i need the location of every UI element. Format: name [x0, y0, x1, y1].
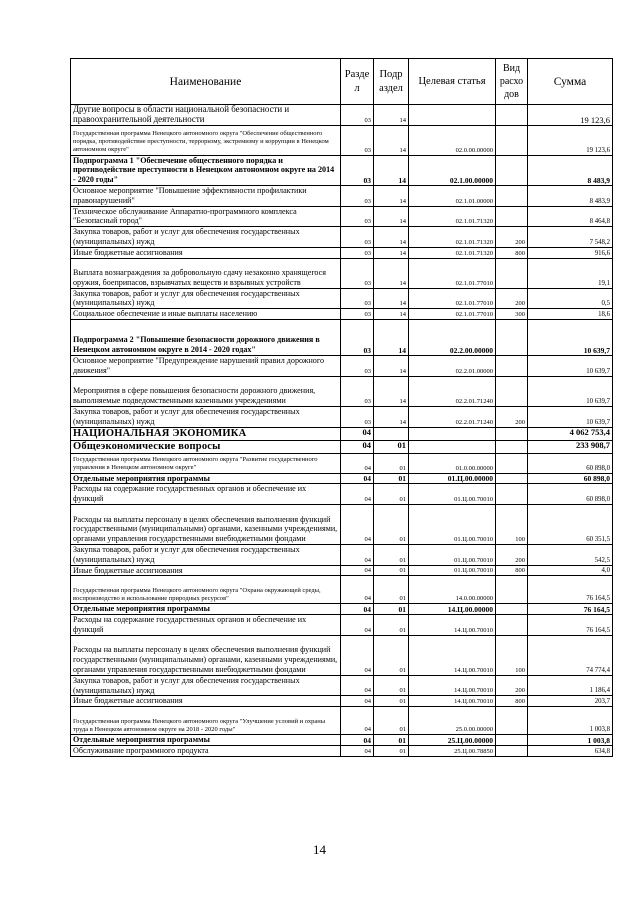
row-summa-cell: 916,6: [528, 247, 613, 258]
row-podrazdel-cell: 14: [374, 105, 409, 126]
row-name-cell: Общеэкономические вопросы: [71, 440, 341, 453]
row-razdel-cell: 04: [341, 427, 374, 440]
row-podrazdel-cell: 14: [374, 206, 409, 227]
row-vid-raskhodov-cell: 800: [496, 565, 528, 576]
row-celevaya-statya-cell: 25.Ц.00.00000: [409, 735, 496, 746]
table-row: [71, 675, 613, 696]
row-celevaya-statya-cell: 02.1.01.71320: [409, 227, 496, 248]
row-podrazdel-cell: 14: [374, 406, 409, 427]
row-celevaya-statya-cell: 01.Ц.00.70010: [409, 484, 496, 505]
table-row: [71, 604, 613, 615]
row-name-cell: Расходы на содержание государственных органов и обеспечение их функций: [71, 484, 341, 505]
row-celevaya-statya-cell: 02.1.01.77010: [409, 258, 496, 288]
row-podrazdel-cell: 01: [374, 745, 409, 756]
row-razdel-cell: 03: [341, 309, 374, 320]
row-name-cell: Государственная программа Ненецкого автономного округа "Развитие государственного управления в Ненецком автономном округе": [71, 453, 341, 473]
row-vid-raskhodov-cell: [496, 355, 528, 376]
row-vid-raskhodov-cell: [496, 125, 528, 155]
row-vid-raskhodov-cell: [496, 155, 528, 185]
row-podrazdel-cell: 01: [374, 735, 409, 746]
table-row: [71, 453, 613, 473]
row-razdel-cell: 04: [341, 484, 374, 505]
row-razdel-cell: 04: [341, 576, 374, 604]
row-razdel-cell: 03: [341, 355, 374, 376]
table-row: [71, 440, 613, 453]
table-row: [71, 615, 613, 636]
row-celevaya-statya-cell: 14.Ц.00.70010: [409, 696, 496, 707]
row-vid-raskhodov-cell: 100: [496, 635, 528, 675]
row-vid-raskhodov-cell: [496, 453, 528, 473]
row-summa-cell: 10 639,7: [528, 406, 613, 427]
row-podrazdel-cell: 14: [374, 125, 409, 155]
row-name-cell: Основное мероприятие "Предупреждение нарушений правил дорожного движения": [71, 355, 341, 376]
row-razdel-cell: 03: [341, 288, 374, 309]
row-summa-cell: 8 464,8: [528, 206, 613, 227]
row-vid-raskhodov-cell: [496, 604, 528, 615]
header-razdel: Разде л: [341, 59, 374, 105]
row-name-cell: Обслуживание программного продукта: [71, 745, 341, 756]
row-razdel-cell: 04: [341, 544, 374, 565]
row-razdel-cell: 04: [341, 565, 374, 576]
row-name-cell: Государственная программа Ненецкого автономного округа "Охрана окружающей среды, воспроизводство и использование природных ресурсов": [71, 576, 341, 604]
row-celevaya-statya-cell: 25.Ц.00.78850: [409, 745, 496, 756]
page-number: 14: [313, 842, 326, 857]
row-podrazdel-cell: [374, 427, 409, 440]
table-row: [71, 735, 613, 746]
row-summa-cell: 4,0: [528, 565, 613, 576]
row-summa-cell: 0,5: [528, 288, 613, 309]
table-row: [71, 155, 613, 185]
row-celevaya-statya-cell: 25.0.00.00000: [409, 707, 496, 735]
table-row: [71, 484, 613, 505]
row-razdel-cell: 03: [341, 247, 374, 258]
row-celevaya-statya-cell: 14.Ц.00.70010: [409, 635, 496, 675]
row-summa-cell: 8 483,9: [528, 155, 613, 185]
row-razdel-cell: 04: [341, 604, 374, 615]
table-row: [71, 185, 613, 206]
table-row: [71, 355, 613, 376]
table-row: [71, 745, 613, 756]
table-row: [71, 696, 613, 707]
row-vid-raskhodov-cell: [496, 615, 528, 636]
row-podrazdel-cell: 14: [374, 376, 409, 406]
header-summa: Сумма: [528, 59, 613, 105]
table-row: [71, 309, 613, 320]
row-celevaya-statya-cell: 14.Ц.00.70010: [409, 675, 496, 696]
table-row: [71, 206, 613, 227]
row-podrazdel-cell: 01: [374, 604, 409, 615]
row-name-cell: Иные бюджетные ассигнования: [71, 696, 341, 707]
row-podrazdel-cell: 01: [374, 675, 409, 696]
row-vid-raskhodov-cell: 100: [496, 504, 528, 544]
row-celevaya-statya-cell: [409, 440, 496, 453]
row-name-cell: НАЦИОНАЛЬНАЯ ЭКОНОМИКА: [71, 427, 341, 440]
row-podrazdel-cell: 14: [374, 155, 409, 185]
row-vid-raskhodov-cell: 200: [496, 288, 528, 309]
row-podrazdel-cell: 14: [374, 227, 409, 248]
row-name-cell: Иные бюджетные ассигнования: [71, 565, 341, 576]
row-name-cell: Техническое обслуживание Аппаратно-программного комплекса "Безопасный город": [71, 206, 341, 227]
table-row: [71, 427, 613, 440]
row-vid-raskhodov-cell: [496, 745, 528, 756]
row-summa-cell: 76 164,5: [528, 576, 613, 604]
row-celevaya-statya-cell: 02.2.01.00000: [409, 355, 496, 376]
table-row: [71, 635, 613, 675]
row-celevaya-statya-cell: 02.2.00.00000: [409, 319, 496, 355]
row-razdel-cell: 03: [341, 406, 374, 427]
row-vid-raskhodov-cell: 200: [496, 227, 528, 248]
row-summa-cell: 76 164,5: [528, 615, 613, 636]
row-celevaya-statya-cell: 01.Ц.00.00000: [409, 473, 496, 484]
row-name-cell: Мероприятия в сфере повышения безопасности дорожного движения, выполняемые подведомственными казенными учреждениями: [71, 376, 341, 406]
row-razdel-cell: 04: [341, 707, 374, 735]
row-vid-raskhodov-cell: [496, 427, 528, 440]
row-podrazdel-cell: 14: [374, 247, 409, 258]
row-name-cell: Отдельные мероприятия программы: [71, 473, 341, 484]
row-celevaya-statya-cell: 14.0.00.00000: [409, 576, 496, 604]
row-razdel-cell: 04: [341, 735, 374, 746]
row-name-cell: Закупка товаров, работ и услуг для обеспечения государственных (муниципальных) нужд: [71, 227, 341, 248]
row-celevaya-statya-cell: [409, 105, 496, 126]
row-name-cell: Закупка товаров, работ и услуг для обеспечения государственных (муниципальных) нужд: [71, 288, 341, 309]
row-name-cell: Расходы на содержание государственных органов и обеспечение их функций: [71, 615, 341, 636]
table-row: [71, 319, 613, 355]
row-celevaya-statya-cell: 01.Ц.00.70010: [409, 504, 496, 544]
row-podrazdel-cell: 01: [374, 635, 409, 675]
row-name-cell: Отдельные мероприятия программы: [71, 604, 341, 615]
row-name-cell: Закупка товаров, работ и услуг для обеспечения государственных (муниципальных) нужд: [71, 406, 341, 427]
row-razdel-cell: 04: [341, 675, 374, 696]
row-name-cell: Другие вопросы в области национальной безопасности и правоохранительной деятельности: [71, 105, 341, 126]
row-name-cell: Государственная программа Ненецкого автономного округа "Обеспечение общественного порядка, противодействие преступности, терроризму, экстремизму и коррупции в Ненецком автономном округе": [71, 125, 341, 155]
row-podrazdel-cell: 01: [374, 440, 409, 453]
table-row: [71, 473, 613, 484]
row-celevaya-statya-cell: 02.2.01.71240: [409, 406, 496, 427]
row-summa-cell: 1 003,8: [528, 707, 613, 735]
table-row: [71, 227, 613, 248]
row-vid-raskhodov-cell: [496, 440, 528, 453]
table-body: [71, 105, 613, 757]
row-podrazdel-cell: 01: [374, 453, 409, 473]
table-row: [71, 544, 613, 565]
row-razdel-cell: 04: [341, 453, 374, 473]
row-summa-cell: 10 639,7: [528, 319, 613, 355]
row-podrazdel-cell: 14: [374, 309, 409, 320]
row-summa-cell: 60 898,0: [528, 453, 613, 473]
row-vid-raskhodov-cell: [496, 735, 528, 746]
row-podrazdel-cell: 14: [374, 258, 409, 288]
table-row: [71, 707, 613, 735]
row-razdel-cell: 04: [341, 696, 374, 707]
header-celevaya-statya: Целевая статья: [409, 59, 496, 105]
row-vid-raskhodov-cell: [496, 258, 528, 288]
row-podrazdel-cell: 01: [374, 565, 409, 576]
table-row: [71, 258, 613, 288]
row-podrazdel-cell: 01: [374, 484, 409, 505]
row-celevaya-statya-cell: 01.Ц.00.70010: [409, 544, 496, 565]
row-summa-cell: 10 639,7: [528, 376, 613, 406]
row-summa-cell: 7 548,2: [528, 227, 613, 248]
row-podrazdel-cell: 01: [374, 504, 409, 544]
row-razdel-cell: 04: [341, 635, 374, 675]
row-vid-raskhodov-cell: [496, 473, 528, 484]
row-celevaya-statya-cell: 02.1.01.77010: [409, 288, 496, 309]
row-summa-cell: 19 123,6: [528, 125, 613, 155]
row-podrazdel-cell: 14: [374, 185, 409, 206]
row-podrazdel-cell: 01: [374, 544, 409, 565]
table-row: [71, 125, 613, 155]
row-celevaya-statya-cell: 14.Ц.00.00000: [409, 604, 496, 615]
table-row: [71, 406, 613, 427]
row-name-cell: Расходы на выплаты персоналу в целях обеспечения выполнения функций государственными (муниципальными) органами, казенными учреждениями, органами управления государственными внебюджетными фондами: [71, 504, 341, 544]
row-vid-raskhodov-cell: [496, 105, 528, 126]
row-razdel-cell: 03: [341, 206, 374, 227]
row-celevaya-statya-cell: 02.1.00.00000: [409, 155, 496, 185]
table-row: [71, 247, 613, 258]
header-vid-raskhodov: Вид расхо дов: [496, 59, 528, 105]
row-summa-cell: 10 639,7: [528, 355, 613, 376]
row-vid-raskhodov-cell: [496, 707, 528, 735]
row-summa-cell: 203,7: [528, 696, 613, 707]
row-celevaya-statya-cell: 01.Ц.00.70010: [409, 565, 496, 576]
table-row: [71, 565, 613, 576]
row-vid-raskhodov-cell: 800: [496, 696, 528, 707]
row-name-cell: Основное мероприятие "Повышение эффективности профилактики правонарушений": [71, 185, 341, 206]
row-vid-raskhodov-cell: [496, 319, 528, 355]
row-name-cell: Закупка товаров, работ и услуг для обеспечения государственных (муниципальных) нужд: [71, 544, 341, 565]
row-razdel-cell: 03: [341, 155, 374, 185]
table-row: [71, 376, 613, 406]
row-name-cell: Социальное обеспечение и иные выплаты населению: [71, 309, 341, 320]
budget-table: [70, 58, 613, 757]
table-row: [71, 288, 613, 309]
row-razdel-cell: 03: [341, 185, 374, 206]
header-name: Наименование: [71, 59, 341, 105]
row-podrazdel-cell: 14: [374, 288, 409, 309]
row-vid-raskhodov-cell: [496, 484, 528, 505]
row-summa-cell: 1 186,4: [528, 675, 613, 696]
row-name-cell: Подпрограмма 1 "Обеспечение общественного порядка и противодействие преступности в Ненецком автономном округе на 2014 - 2020 годы": [71, 155, 341, 185]
table-row: [71, 105, 613, 126]
table-row: [71, 576, 613, 604]
row-podrazdel-cell: 01: [374, 473, 409, 484]
row-summa-cell: 60 351,5: [528, 504, 613, 544]
row-vid-raskhodov-cell: 800: [496, 247, 528, 258]
row-name-cell: Выплата вознаграждения за добровольную сдачу незаконно хранящегося оружия, боеприпасов, взрывчатых веществ и взрывных устройств: [71, 258, 341, 288]
row-celevaya-statya-cell: [409, 427, 496, 440]
row-podrazdel-cell: 01: [374, 615, 409, 636]
row-summa-cell: 8 483,9: [528, 185, 613, 206]
row-razdel-cell: 03: [341, 319, 374, 355]
row-summa-cell: 1 003,8: [528, 735, 613, 746]
row-name-cell: Закупка товаров, работ и услуг для обеспечения государственных (муниципальных) нужд: [71, 675, 341, 696]
row-name-cell: Расходы на выплаты персоналу в целях обеспечения выполнения функций государственными (муниципальными) органами, казенными учреждениями, органами управления государственными внебюджетными фондами: [71, 635, 341, 675]
row-razdel-cell: 04: [341, 473, 374, 484]
table-header-row: [71, 59, 613, 105]
row-razdel-cell: 04: [341, 504, 374, 544]
row-razdel-cell: 03: [341, 376, 374, 406]
table-row: [71, 504, 613, 544]
row-vid-raskhodov-cell: 300: [496, 309, 528, 320]
row-celevaya-statya-cell: 02.1.01.71320: [409, 247, 496, 258]
row-razdel-cell: 04: [341, 615, 374, 636]
row-vid-raskhodov-cell: 200: [496, 406, 528, 427]
row-summa-cell: 74 774,4: [528, 635, 613, 675]
row-podrazdel-cell: 14: [374, 319, 409, 355]
row-razdel-cell: 04: [341, 745, 374, 756]
row-celevaya-statya-cell: 14.Ц.00.70010: [409, 615, 496, 636]
row-summa-cell: 19 123,6: [528, 105, 613, 126]
row-celevaya-statya-cell: 01.0.00.00000: [409, 453, 496, 473]
row-name-cell: Отдельные мероприятия программы: [71, 735, 341, 746]
row-celevaya-statya-cell: 02.1.01.77010: [409, 309, 496, 320]
row-vid-raskhodov-cell: 200: [496, 544, 528, 565]
row-podrazdel-cell: 01: [374, 696, 409, 707]
row-summa-cell: 60 898,0: [528, 484, 613, 505]
row-celevaya-statya-cell: 02.1.01.00000: [409, 185, 496, 206]
row-razdel-cell: 03: [341, 227, 374, 248]
row-podrazdel-cell: 01: [374, 707, 409, 735]
row-razdel-cell: 03: [341, 125, 374, 155]
row-razdel-cell: 03: [341, 258, 374, 288]
row-summa-cell: 4 062 753,4: [528, 427, 613, 440]
row-name-cell: Подпрограмма 2 "Повышение безопасности дорожного движения в Ненецком автономном округе в 2014 - 2020 годах": [71, 319, 341, 355]
row-summa-cell: 542,5: [528, 544, 613, 565]
row-summa-cell: 233 908,7: [528, 440, 613, 453]
row-celevaya-statya-cell: 02.0.00.00000: [409, 125, 496, 155]
row-podrazdel-cell: 14: [374, 355, 409, 376]
row-summa-cell: 634,8: [528, 745, 613, 756]
row-summa-cell: 18,6: [528, 309, 613, 320]
row-vid-raskhodov-cell: [496, 376, 528, 406]
row-vid-raskhodov-cell: [496, 206, 528, 227]
row-summa-cell: 76 164,5: [528, 604, 613, 615]
row-name-cell: Иные бюджетные ассигнования: [71, 247, 341, 258]
row-podrazdel-cell: 01: [374, 576, 409, 604]
row-celevaya-statya-cell: 02.1.01.71320: [409, 206, 496, 227]
row-razdel-cell: 03: [341, 105, 374, 126]
row-vid-raskhodov-cell: [496, 576, 528, 604]
row-celevaya-statya-cell: 02.2.01.71240: [409, 376, 496, 406]
row-name-cell: Государственная программа Ненецкого автономного округа "Улучшение условий и охраны труда в Ненецком автономном округе на 2018 - 2020 годы": [71, 707, 341, 735]
row-summa-cell: 60 898,0: [528, 473, 613, 484]
row-summa-cell: 19,1: [528, 258, 613, 288]
row-vid-raskhodov-cell: 200: [496, 675, 528, 696]
row-vid-raskhodov-cell: [496, 185, 528, 206]
row-razdel-cell: 04: [341, 440, 374, 453]
header-podrazdel: Подр аздел: [374, 59, 409, 105]
